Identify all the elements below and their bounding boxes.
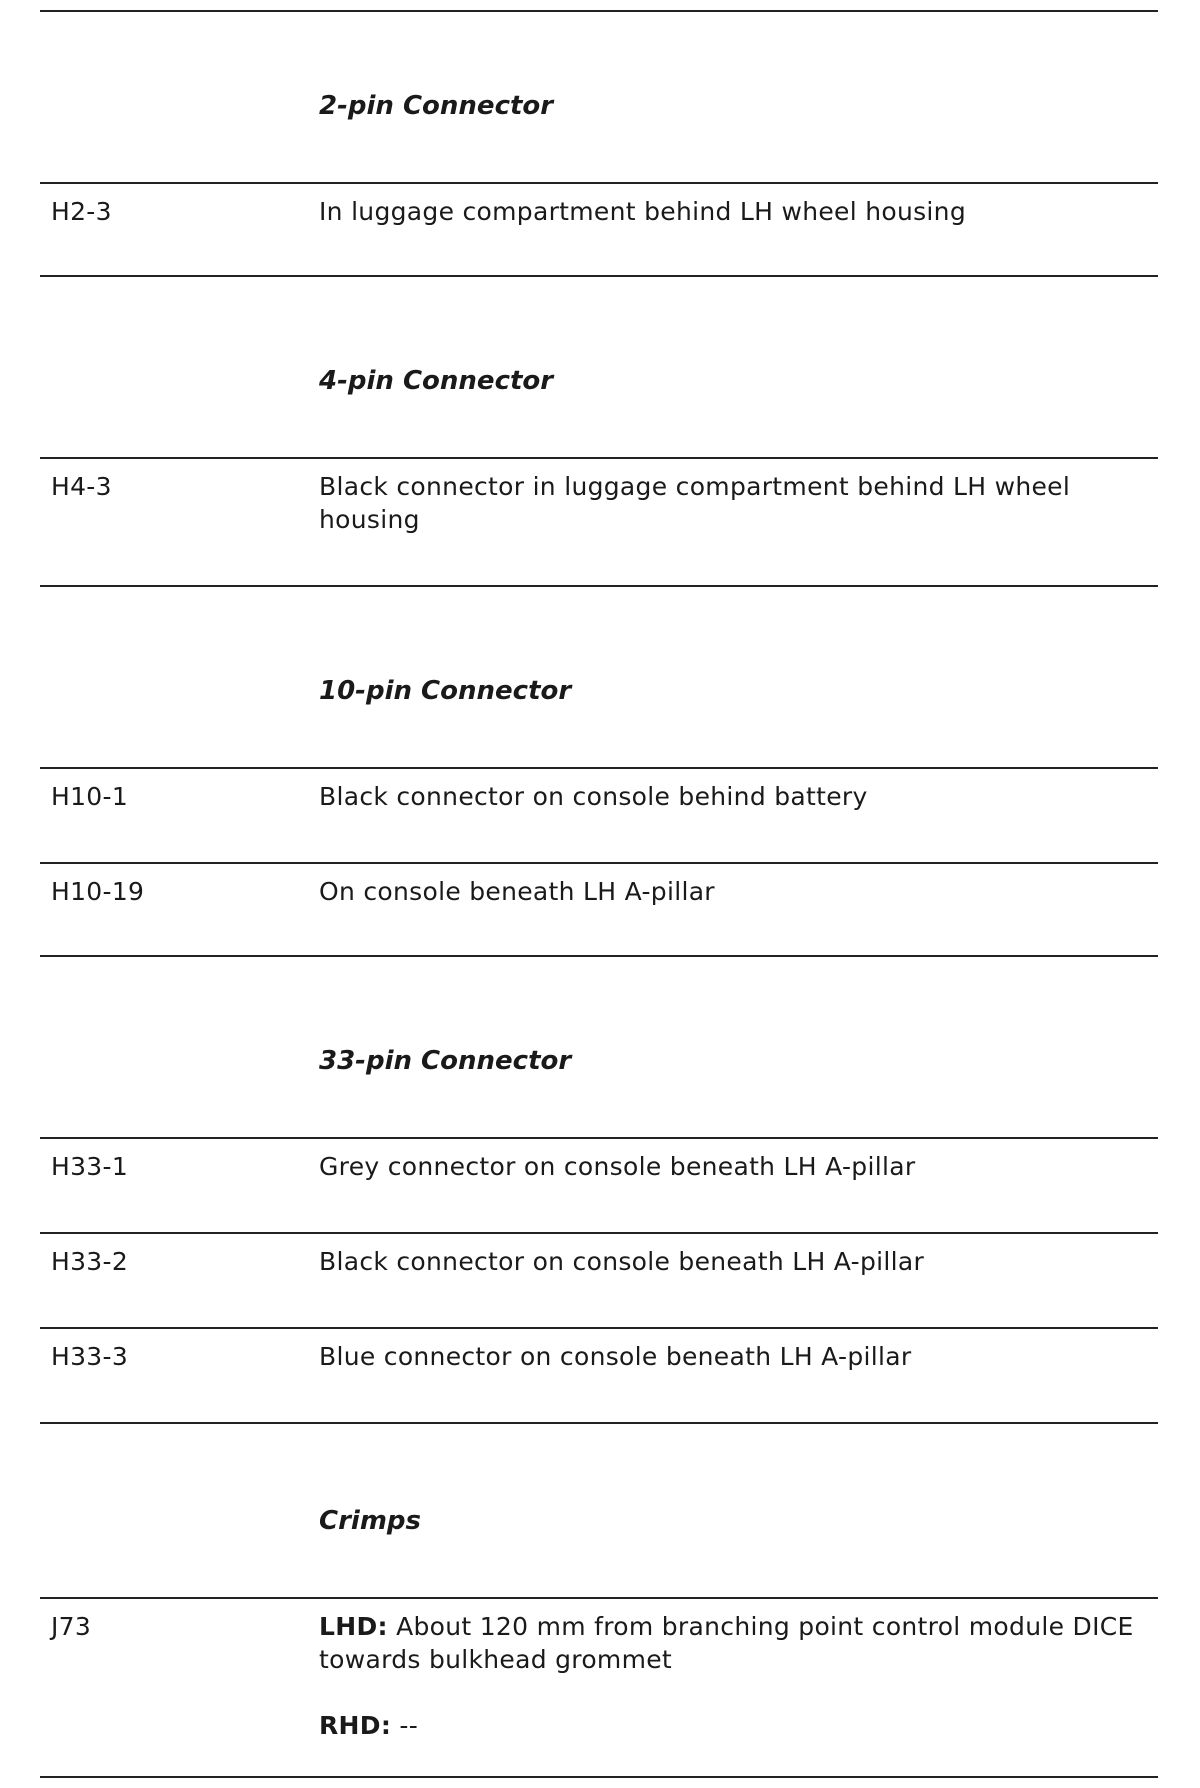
rhd-location <box>319 1709 1154 1742</box>
divider-line <box>40 1422 1158 1424</box>
divider-line <box>40 585 1158 587</box>
connector-code: H33-2 <box>51 1247 129 1276</box>
divider-line <box>40 1776 1158 1778</box>
divider-line <box>40 10 1158 12</box>
divider-line <box>40 862 1158 864</box>
lhd-label: LHD: <box>319 1612 388 1641</box>
lhd-text: About 120 mm from branching point control module DICE towards bulkhead grommet <box>319 1612 1134 1674</box>
rhd-text: -- <box>399 1711 419 1740</box>
divider-line <box>40 1137 1158 1139</box>
divider-line <box>40 182 1158 184</box>
crimp-location <box>319 1610 1154 1742</box>
divider-line <box>40 457 1158 459</box>
connector-location: Black connector on console behind battery <box>319 782 868 811</box>
connector-location: Grey connector on console beneath LH A-pillar <box>319 1152 916 1181</box>
lhd-location <box>319 1610 1154 1676</box>
divider-line <box>40 955 1158 957</box>
connector-location: In luggage compartment behind LH wheel housing <box>319 197 966 226</box>
crimp-code: J73 <box>51 1612 92 1641</box>
rhd-label: RHD: <box>319 1711 392 1740</box>
connector-code: H33-1 <box>51 1152 129 1181</box>
connector-code: H4-3 <box>51 472 112 501</box>
divider-line <box>40 1597 1158 1599</box>
connector-code: H33-3 <box>51 1342 129 1371</box>
connector-code: H2-3 <box>51 197 112 226</box>
section-title-crimps: Crimps <box>319 1506 421 1536</box>
section-title-2-pin: 2-pin Connector <box>319 91 554 121</box>
section-title-10-pin: 10-pin Connector <box>319 676 572 706</box>
divider-line <box>40 767 1158 769</box>
divider-line <box>40 1327 1158 1329</box>
connector-location: On console beneath LH A-pillar <box>319 877 715 906</box>
divider-line <box>40 1232 1158 1234</box>
connector-location: Black connector on console beneath LH A-pillar <box>319 1247 925 1276</box>
connector-location: Blue connector on console beneath LH A-pillar <box>319 1342 912 1371</box>
connector-code: H10-19 <box>51 877 145 906</box>
section-title-4-pin: 4-pin Connector <box>319 366 554 396</box>
connector-code: H10-1 <box>51 782 129 811</box>
connector-location: Black connector in luggage compartment behind LH wheel housing <box>319 472 1071 534</box>
divider-line <box>40 275 1158 277</box>
section-title-33-pin: 33-pin Connector <box>319 1046 572 1076</box>
